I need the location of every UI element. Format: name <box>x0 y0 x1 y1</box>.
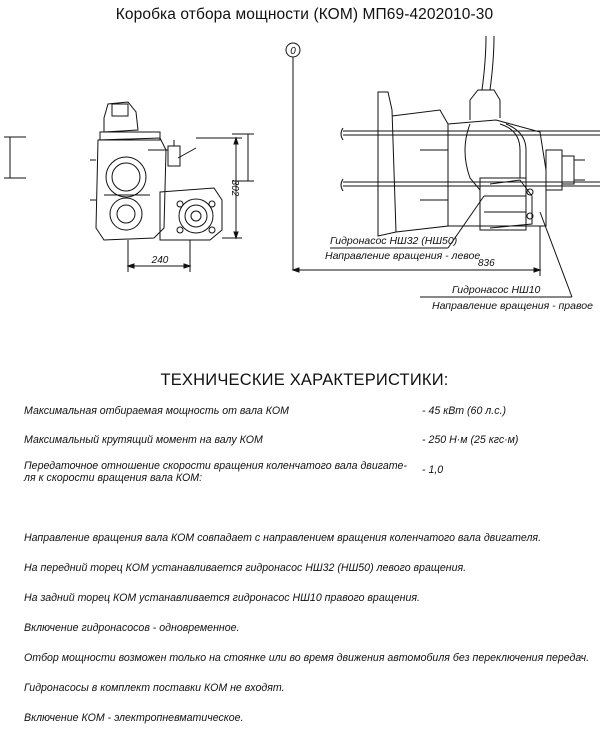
spec-row-power <box>24 405 609 419</box>
marker-label: 0 <box>290 46 296 57</box>
spec-value: - 250 Н·м (25 кгс·м) <box>422 434 519 446</box>
note-front-pump: На передний торец КОМ устанавливается гидронасос НШ32 (НШ50) левого вращения. <box>24 562 467 574</box>
dimension-width-label: 240 <box>151 255 169 266</box>
specs-heading: ТЕХНИЧЕСКИЕ ХАРАКТЕРИСТИКИ: <box>160 371 449 389</box>
dimension-length-label: 836 <box>478 258 495 269</box>
spec-label-line1: Передаточное отношение скорости вращения коленчатого вала двигате- <box>24 460 407 472</box>
dimension-height-label: 302 <box>229 179 240 197</box>
note-rotation-direction: Направление вращения вала КОМ совпадает с направлением вращения коленчатого вала двигателя. <box>24 532 542 544</box>
spec-value: - 1,0 <box>422 464 444 476</box>
pump-right-direction: Направление вращения - правое <box>432 300 593 312</box>
note-pumps-not-included: Гидронасосы в комплект поставки КОМ не входят. <box>24 682 285 694</box>
technical-drawing <box>0 0 609 360</box>
spec-value: - 45 кВт (60 л.с.) <box>422 405 506 417</box>
spec-label: Максимальная отбираемая мощность от вала КОМ <box>24 405 289 417</box>
page-title: Коробка отбора мощности (КОМ) МП69-4202010-30 <box>115 6 494 23</box>
pump-left-direction: Направление вращения - левое <box>325 250 481 262</box>
marker-circle <box>286 43 300 270</box>
spec-row-torque <box>24 434 609 448</box>
note-activation: Включение КОМ - электропневматическое. <box>24 712 244 724</box>
spec-row-ratio <box>24 460 609 488</box>
frame-rail-left <box>4 137 26 178</box>
pump-left-name: Гидронасос НШ32 (НШ50) <box>330 235 458 247</box>
note-power-takeoff: Отбор мощности возможен только на стоянке или во время движения автомобиля без переключения передач. <box>24 652 590 664</box>
vehicle-frame-side <box>341 128 600 191</box>
pump-right-name: Гидронасос НШ10 <box>452 284 541 296</box>
note-rear-pump: На задний торец КОМ устанавливается гидронасос НШ10 правого вращения. <box>24 592 420 604</box>
pto-front-view <box>90 102 222 240</box>
spec-label-line2: ля к скорости вращения вала КОМ: <box>24 472 203 484</box>
note-simultaneous: Включение гидронасосов - одновременное. <box>24 622 240 634</box>
gearbox-side <box>378 36 585 236</box>
spec-label: Максимальный крутящий момент на валу КОМ <box>24 434 263 446</box>
